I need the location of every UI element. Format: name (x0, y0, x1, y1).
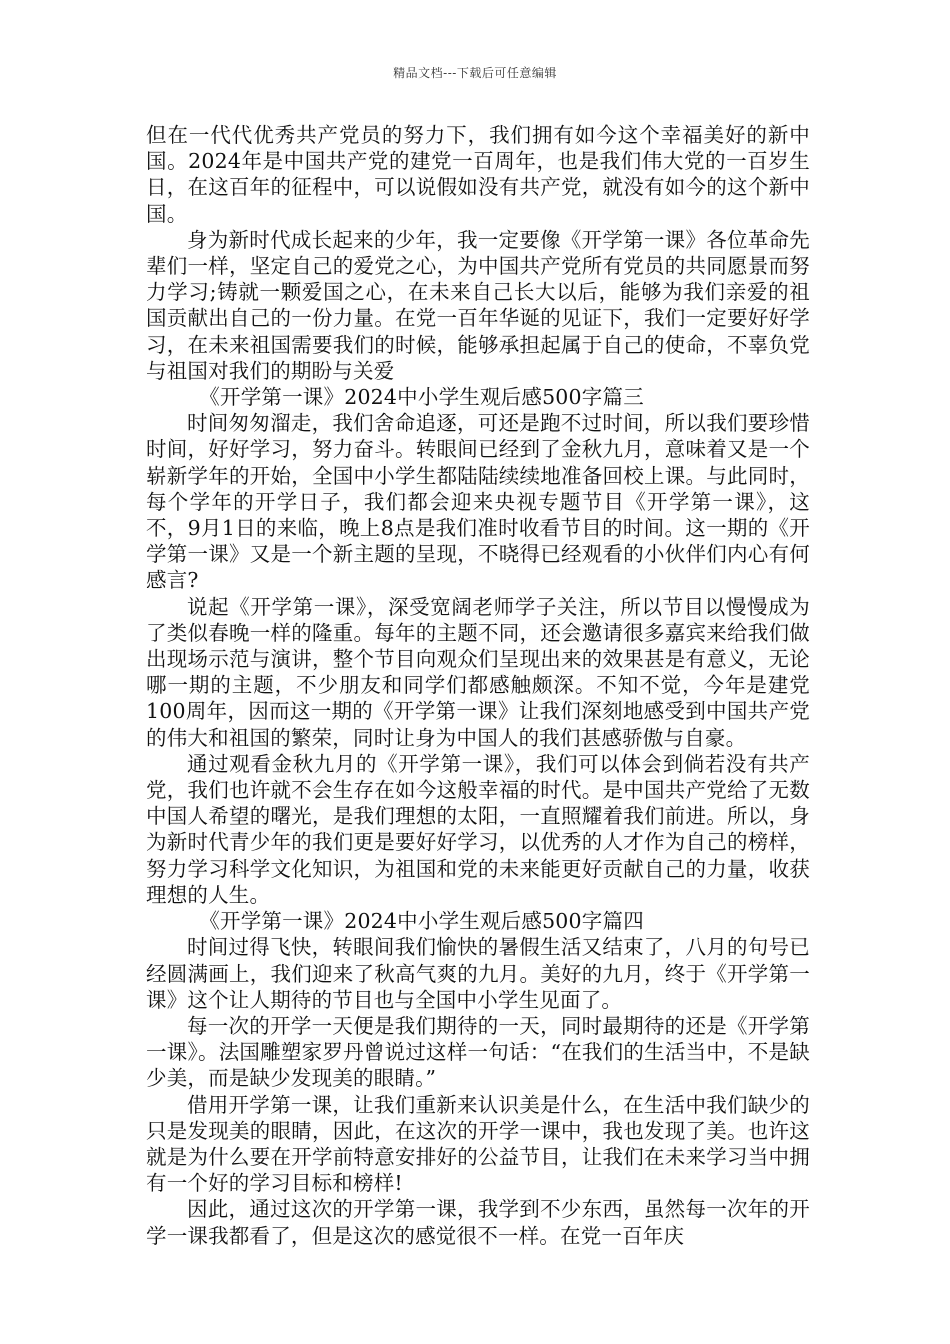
paragraph-8: 时间过得飞快，转眼间我们愉快的暑假生活又结束了，八月的句号已经圆满画上，我们迎来了秋高气爽的九月。美好的九月，终于《开学第一课》这个让人期待的节目也与全国中小学生见面了。 (146, 935, 810, 1012)
paragraph-6: 通过观看金秋九月的《开学第一课》，我们可以体会到倘若没有共产党，我们也许就不会生存在如今这般幸福的时代。是中国共产党给了无数中国人希望的曙光，是我们理想的太阳，一直照耀着我们前进。所以，身为新时代青少年的我们更是要好好学习，以优秀的人才作为自己的榜样，努力学习科学文化知识，为祖国和党的未来能更好贡献自己的力量，收获理想的人生。 (146, 751, 810, 907)
page-header: 精品文档---下载后可任意编辑 (393, 66, 557, 80)
paragraph-11: 因此，通过这次的开学第一课，我学到不少东西，虽然每一次年的开学一课我都看了，但是这次的感觉很不一样。在党一百年庆 (146, 1197, 810, 1248)
paragraph-5: 说起《开学第一课》，深受宽阔老师学子关注，所以节目以慢慢成为了类似春晚一样的隆重。每年的主题不同，还会邀请很多嘉宾来给我们做出现场示范与演讲，整个节目向观众们呈现出来的效果甚是有意义，无论哪一期的主题，不少朋友和同学们都感触颇深。不知不觉，今年是建党100周年，因而这一期的《开学第一课》让我们深刻地感受到中国共产党的伟大和祖国的繁荣，同时让身为中国人的我们甚感骄傲与自豪。 (146, 594, 810, 750)
paragraph-4: 时间匆匆溜走，我们舍命追逐，可还是跑不过时间，所以我们要珍惜时间，好好学习，努力奋斗。转眼间已经到了金秋九月，意味着又是一个崭新学年的开始，全国中小学生都陆陆续续地准备回校上课。与此同时，每个学年的开学日子，我们都会迎来央视专题节目《开学第一课》，这不，9月1日的来临，晚上8点是我们准时收看节目的时间。这一期的《开学第一课》又是一个新主题的呈现，不晓得已经观看的小伙伴们内心有何感言? (146, 411, 810, 593)
section-heading-3: 《开学第一课》2024中小学生观后感500字篇三 (199, 385, 644, 410)
paragraph-10: 借用开学第一课，让我们重新来认识美是什么，在生活中我们缺少的只是发现美的眼睛，因此，在这次的开学一课中，我也发现了美。也许这就是为什么要在开学前特意安排好的公益节目，让我们在未来学习当中拥有一个好的学习目标和榜样! (146, 1092, 810, 1196)
paragraph-9: 每一次的开学一天便是我们期待的一天，同时最期待的还是《开学第一课》。法国雕塑家罗丹曾说过这样一句话：“在我们的生活当中，不是缺少美，而是缺少发现美的眼睛。” (146, 1013, 810, 1091)
paragraph-2: 身为新时代成长起来的少年，我一定要像《开学第一课》各位革命先辈们一样，坚定自己的爱党之心，为中国共产党所有党员的共同愿景而努力学习;铸就一颗爱国之心，在未来自己长大以后，能够为我们亲爱的祖国贡献出自己的一份力量。在党一百年华诞的见证下，我们一定要好好学习，在未来祖国需要我们的时候，能够承担起属于自己的使命，不辜负党与祖国对我们的期盼与关爱 (146, 227, 810, 383)
paragraph-1: 但在一代代优秀共产党员的努力下，我们拥有如今这个幸福美好的新中国。2024年是中国共产党的建党一百周年，也是我们伟大党的一百岁生日，在这百年的征程中，可以说假如没有共产党，就没有如今的这个新中国。 (146, 123, 810, 226)
section-heading-4: 《开学第一课》2024中小学生观后感500字篇四 (199, 909, 644, 934)
document-body (146, 122, 810, 1249)
